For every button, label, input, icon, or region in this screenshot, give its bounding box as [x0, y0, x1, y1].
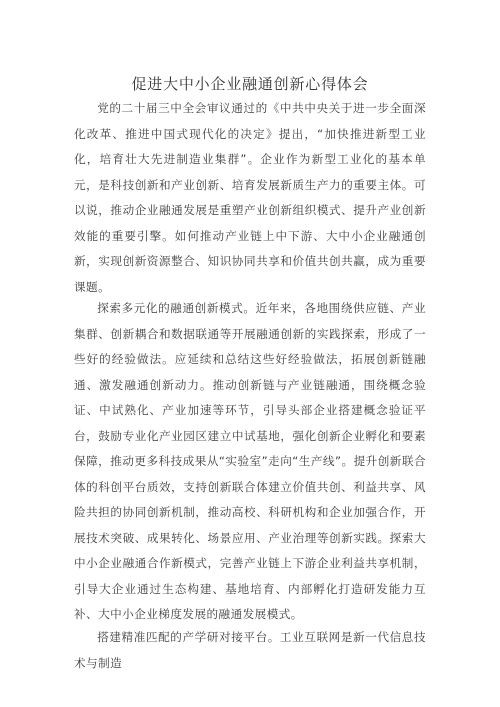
paragraph-platform: 搭建精准匹配的产学研对接平台。工业互联网是新一代信息技术与制造	[74, 630, 426, 670]
paragraph-intro: 党的二十届三中全会审议通过的《中共中央关于进一步全面深化改革、推进中国式现代化的决定》提出，“加快推进新型工业化，培育壮大先进制造业集群”。企业作为新型工业化的基本单元，是科技创新和产业创新、培育发展新质生产力的重要主体。可以说，推动企业融通发展是重塑产业创新组织模式、提升产业创新效能的重要引擎。如何推动产业链上中下游、大中小企业融通创新，实现创新资源整合、知识协同共享和价值共创共赢，成为重要课题。	[74, 101, 426, 294]
paragraph-innovation-models: 探索多元化的融通创新模式。近年来，各地围绕供应链、产业集群、创新耦合和数据联通等开展融通创新的实践探索，形成了一些好的经验做法。应延续和总结这些好经验做法，拓展创新链融通、激发融通创新动力。推动创新链与产业链融通，围绕概念验证、中试熟化、产业加速等环节，引导头部企业搭建概念验证平台，鼓励专业化产业园区建立中试基地，强化创新企业孵化和要素保障，推动更多科技成果从“实验室”走向“生产线”。提升创新联合体的科创平台质效，支持创新联合体建立价值共创、利益共享、风险共担的协同创新机制，推动高校、科研机构和企业加强合作，开展技术突破、成果转化、场景应用、产业治理等创新实践。探索大中小企业融通合作新模式，完善产业链上下游企业利益共享机制，引导大企业通过生态构建、基地培育、内部孵化打造研发能力互补、大中小企业梯度发展的融通发展模式。	[74, 301, 426, 621]
document-title: 促进大中小企业融通创新心得体会	[131, 75, 369, 93]
